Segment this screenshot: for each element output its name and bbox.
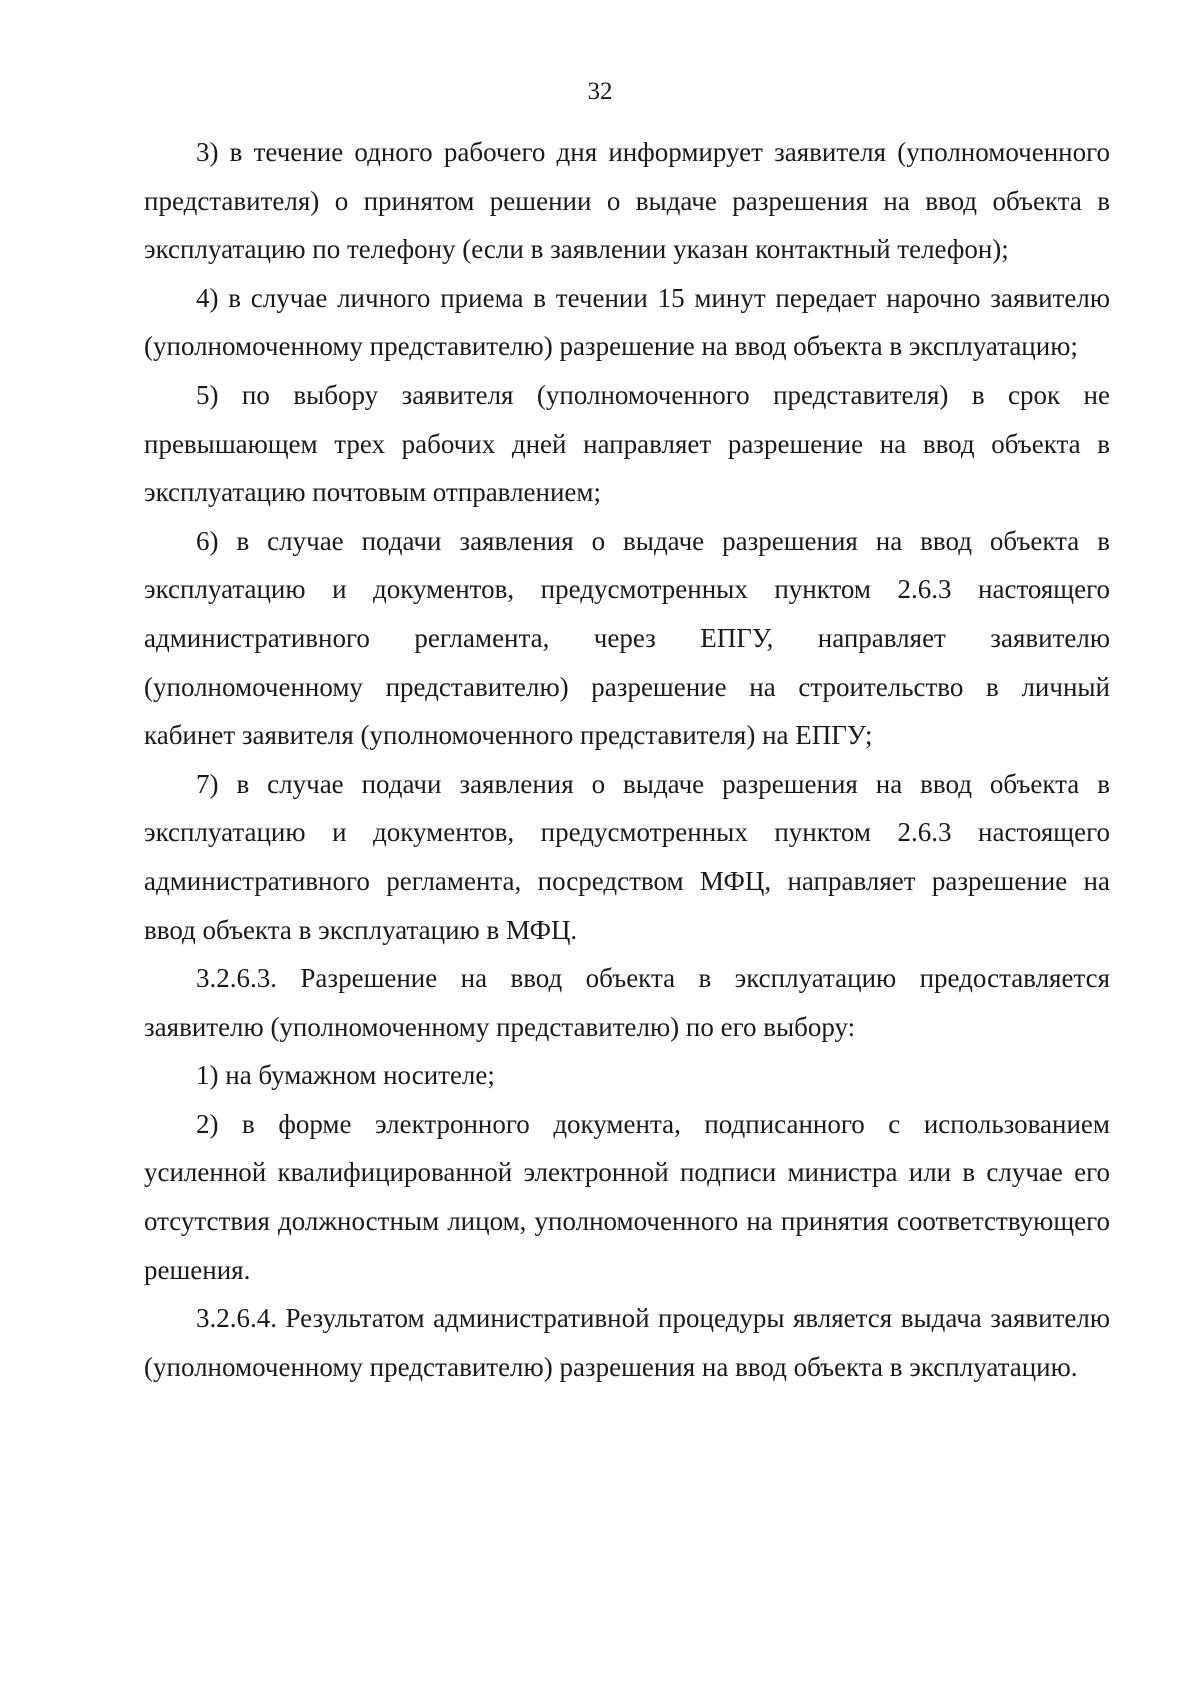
document-body — [144, 128, 1110, 1391]
paragraph-item-5: 5) по выбору заявителя (уполномоченного представителя) в срок не превышающем трех рабочих дней направляет разрешение на ввод объекта в эксплуатацию почтовым отправлением; — [144, 379, 1110, 508]
paragraph-item-6: 6) в случае подачи заявления о выдаче разрешения на ввод объекта в эксплуатацию и документов, предусмотренных пунктом 2.6.3 настоящего административного регламента, через ЕПГУ, направляет заявителю (уполномоченному представителю) разрешение на строительство в личный кабинет заявителя (уполномоченного представителя) на ЕПГУ; — [144, 525, 1110, 751]
paragraph-option-2: 2) в форме электронного документа, подписанного с использованием усиленной квалифицированной электронной подписи министра или в случае его отсутствия должностным лицом, уполномоченного на принятия соответствующего решения. — [144, 1108, 1110, 1285]
page-number: 32 — [587, 78, 613, 105]
paragraph-3-2-6-4: 3.2.6.4. Результатом административной процедуры является выдача заявителю (уполномоченному представителю) разрешения на ввод объекта в эксплуатацию. — [144, 1303, 1110, 1382]
paragraph-item-3: 3) в течение одного рабочего дня информирует заявителя (уполномоченного представителя) о принятом решении о выдаче разрешения на ввод объекта в эксплуатацию по телефону (если в заявлении указан контактный телефон); — [144, 137, 1110, 265]
paragraph-item-7: 7) в случае подачи заявления о выдаче разрешения на ввод объекта в эксплуатацию и документов, предусмотренных пунктом 2.6.3 настоящего административного регламента, посредством МФЦ, направляет разрешение на ввод объекта в эксплуатацию в МФЦ. — [144, 768, 1110, 945]
paragraph-item-4: 4) в случае личного приема в течении 15 минут передает нарочно заявителю (уполномоченному представителю) разрешение на ввод объекта в эксплуатацию; — [144, 282, 1110, 362]
paragraph-option-1: 1) на бумажном носителе; — [196, 1060, 495, 1091]
paragraph-3-2-6-3: 3.2.6.3. Разрешение на ввод объекта в эксплуатацию предоставляется заявителю (уполномоченному представителю) по его выбору: — [144, 963, 1110, 1042]
